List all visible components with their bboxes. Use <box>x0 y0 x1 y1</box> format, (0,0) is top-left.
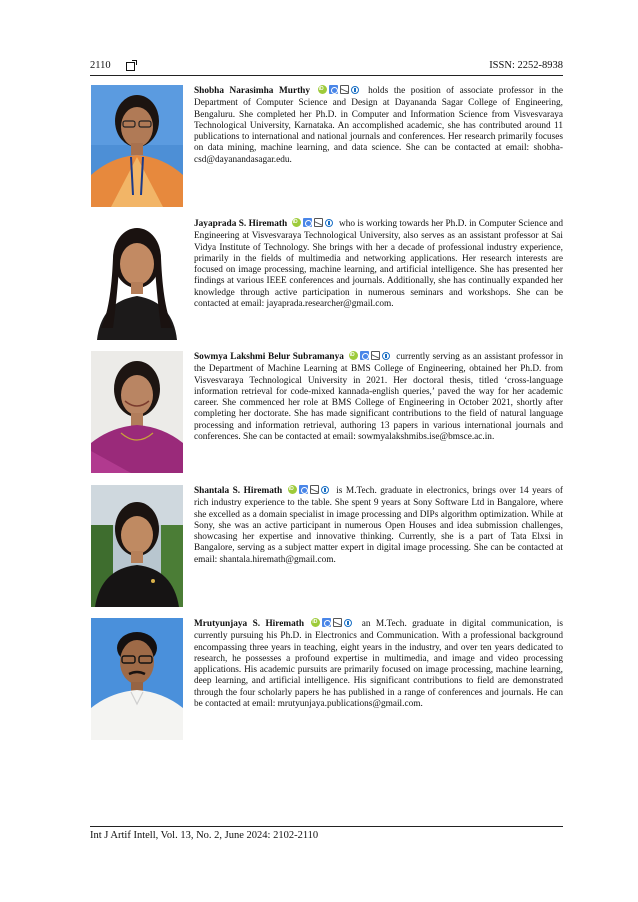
profile-links <box>318 85 361 98</box>
author-name: Jayaprada S. Hiremath <box>194 219 288 229</box>
bio-text <box>194 618 563 710</box>
bio-text <box>194 351 563 443</box>
orcid-icon[interactable] <box>349 351 358 360</box>
journal-citation: Int J Artif Intell, Vol. 13, No. 2, June 2024: 2102-2110 <box>90 830 319 841</box>
bio-text <box>194 85 563 166</box>
issn: ISSN: 2252-8938 <box>489 60 563 71</box>
journal-logo-icon <box>126 62 135 71</box>
bio-body: who is working towards her Ph.D. in Computer Science and Engineering at Visvesvaraya Technological University, also serves as an assistant professor at Sai Vidya Institute of Technology. She brings with her a decade of professional industry experience, primarily in the fields of multimedia and networking applications. Her research interests are focused on image processing, machine learning, and artificial intelligence. She has presented her findings at various IEEE conferences and journals. Additionally, she has continually expanded her knowledge through active participation in numerous seminars and workshops. She can be contacted at email: jayaprada.researcher@gmail.com. <box>194 219 564 310</box>
profile-links <box>311 618 354 631</box>
bio-body: currently serving as an assistant professor in the Department of Machine Learning at BMS College of Engineering, obtained her Ph.D. from Visvesvaraya Technological University in 2021. Her doctoral thesis, titled ‘cross-language information retrieval for code-mixed kannada-english queries,’ paved the way for her academic career. She commenced her role at BMS College of Engineering in October 2021, shortly after completing her doctorate. She has made significant contributions to the field of natural language processing and information retrieval, authoring 13 papers in various international journals and conferences. She can be contacted at email: sowmyalakshmibs.ise@bmsce.ac.in. <box>194 352 564 443</box>
profile-links <box>292 218 335 231</box>
publons-icon[interactable] <box>325 219 333 227</box>
email-icon[interactable] <box>310 485 319 494</box>
publons-icon[interactable] <box>321 486 329 494</box>
author-name: Mrutyunjaya S. Hiremath <box>194 619 305 629</box>
bio-body: holds the position of associate professor in the Department of Computer Science and Design at Dayananda Sagar College of Engineering, Bengaluru. She completed her Ph.D. in Computer and Information Science from Visvesvaraya Technological University, Karnataka. An accomplished academic, she has contributed around 11 publications to international and national journals and conferences. Her research primarily focuses on data mining, machine learning, and data science. She can be contacted at email: shobha-csd@dayanandasagar.edu. <box>194 86 564 165</box>
orcid-icon[interactable] <box>311 618 320 627</box>
page-number: 2110 <box>90 60 111 71</box>
orcid-icon[interactable] <box>288 485 297 494</box>
orcid-icon[interactable] <box>318 85 327 94</box>
author-name: Shobha Narasimha Murthy <box>194 86 310 96</box>
bio-body: is M.Tech. graduate in electronics, brings over 14 years of rich industry experience to the table. She spent 9 years at Sony Software Ltd in Bangalore, where she excelled as a domain specialist in image processing and DIPs algorithm optimization. While at Sony, she was an active participant in numerous Open Houses and idea submission challenges, showcasing her expertise and innovative thinking. Currently, she is a part of Tata Elxsi in Bangalore, serving as a subject matter expert in digital image processing. She can be contacted at email: shantala.hiremath@gmail.com. <box>194 486 564 565</box>
bio-body: an M.Tech. graduate in digital communication, is currently pursuing his Ph.D. in Electronics and Communication. With a professional background encompassing three years in teaching, eight years in the industry, and over ten years dedicated to research, he possesses a profound expertise in multimedia, and image and video processing applications. His academic pursuits are primarily focused on image processing, machine learning, deep learning, and artificial intelligence. His significant contributions to field are demonstrated through the four scholarly papers he has published in a range of conferences and journals. He can be contacted at email: mrutyunjaya.publications@gmail.com. <box>194 619 564 710</box>
bio-text <box>194 218 563 310</box>
author-photo <box>91 351 183 473</box>
footer-rule <box>90 826 563 827</box>
orcid-icon[interactable] <box>292 218 301 227</box>
google-scholar-icon[interactable] <box>299 485 308 494</box>
publons-icon[interactable] <box>344 619 352 627</box>
google-scholar-icon[interactable] <box>329 85 338 94</box>
author-photo <box>91 485 183 607</box>
running-header <box>90 60 563 76</box>
google-scholar-icon[interactable] <box>322 618 331 627</box>
email-icon[interactable] <box>314 218 323 227</box>
profile-links <box>288 485 331 498</box>
author-name: Sowmya Lakshmi Belur Subramanya <box>194 352 344 362</box>
publons-icon[interactable] <box>351 86 359 94</box>
author-name: Shantala S. Hiremath <box>194 486 283 496</box>
email-icon[interactable] <box>333 618 342 627</box>
author-photo <box>91 218 183 340</box>
profile-links <box>349 351 392 364</box>
google-scholar-icon[interactable] <box>360 351 369 360</box>
email-icon[interactable] <box>340 85 349 94</box>
bio-text <box>194 485 563 566</box>
header-rule <box>90 75 563 76</box>
email-icon[interactable] <box>371 351 380 360</box>
author-photo <box>91 618 183 740</box>
google-scholar-icon[interactable] <box>303 218 312 227</box>
author-photo <box>91 85 183 207</box>
publons-icon[interactable] <box>382 352 390 360</box>
